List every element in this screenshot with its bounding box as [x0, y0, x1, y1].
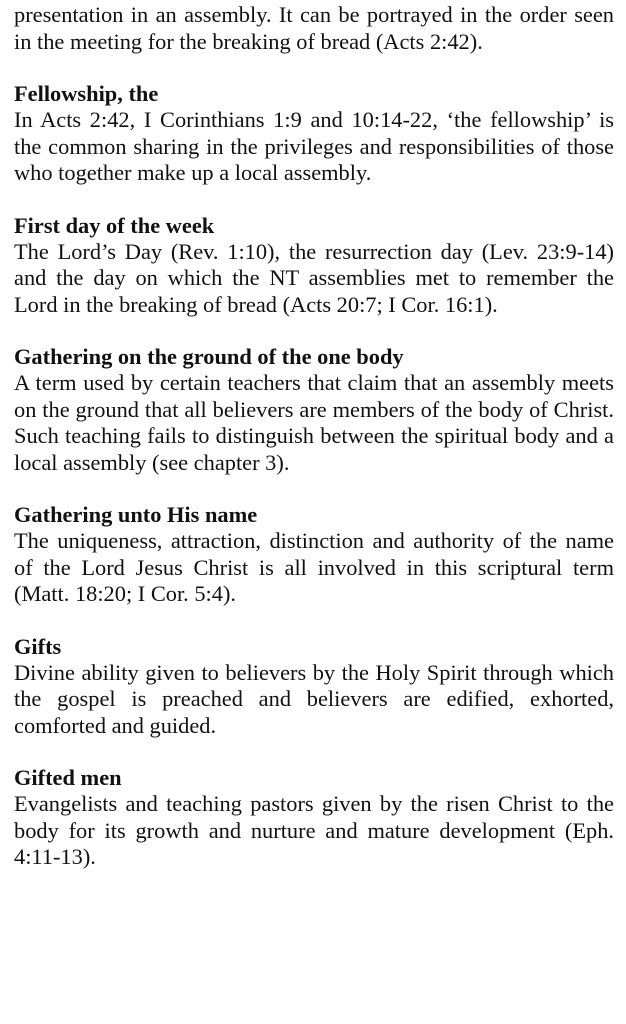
glossary-term: Gathering unto His name — [14, 502, 258, 527]
glossary-entry-first-day — [14, 213, 614, 319]
glossary-definition: A term used by certain teachers that claim that an assembly meets on the ground that all believers are members of the body of Christ. Such teaching fails to distinguish between the spiritual body and a local assembly (see chapter 3). — [14, 370, 614, 475]
glossary-entry-gifts — [14, 634, 614, 740]
glossary-term: Gifted men — [14, 765, 122, 790]
glossary-term: Fellowship, the — [14, 81, 159, 106]
glossary-entry-gifted-men — [14, 765, 614, 871]
glossary-definition: The uniqueness, attraction, distinction and authority of the name of the Lord Jesus Christ is all involved in this scriptural term (Matt. 18:20; I Cor. 5:4). — [14, 528, 614, 606]
glossary-entry-his-name — [14, 502, 614, 608]
glossary-definition: Divine ability given to believers by the Holy Spirit through which the gospel is preached and believers are edified, exhorted, comforted and guided. — [14, 659, 614, 738]
glossary-entry-fellowship — [14, 81, 614, 187]
intro-paragraph: presentation in an assembly. It can be portrayed in the order seen in the meeting for the breaking of bread (Acts 2:42). — [14, 2, 614, 54]
glossary-definition: Evangelists and teaching pastors given by the risen Christ to the body for its growth and nurture and mature development (Eph. 4:11-13). — [14, 791, 614, 869]
glossary-term: Gathering on the ground of the one body — [14, 344, 404, 369]
glossary-definition: The Lord’s Day (Rev. 1:10), the resurrection day (Lev. 23:9-14) and the day on which the NT assemblies met to remember the Lord in the breaking of bread (Acts 20:7; I Cor. 16:1). — [14, 238, 614, 317]
glossary-term: First day of the week — [14, 212, 215, 238]
glossary-term: Gifts — [14, 633, 62, 659]
glossary-definition: In Acts 2:42, I Corinthians 1:9 and 10:14-22, ‘the fellowship’ is the common sharing in the privileges and responsibilities of those who together make up a local assembly. — [14, 107, 614, 185]
glossary-entry-one-body — [14, 344, 614, 476]
